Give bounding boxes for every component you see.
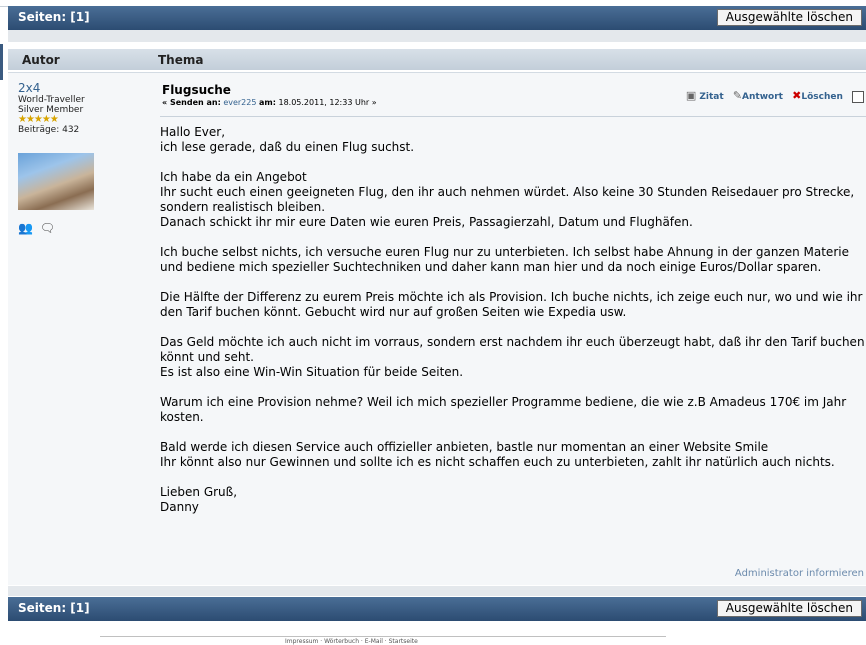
report-to-admin-link[interactable]: Administrator informieren xyxy=(734,568,864,579)
quote-label: Zitat xyxy=(699,92,724,102)
select-checkbox[interactable] xyxy=(852,91,864,103)
pagination-label[interactable]: Seiten: [1] xyxy=(18,601,90,615)
post-body xyxy=(160,125,866,530)
delete-selected-button[interactable]: Ausgewählte löschen xyxy=(717,9,862,26)
profile-icon[interactable]: 👥 xyxy=(18,221,33,235)
recipient-link[interactable]: ever225 xyxy=(223,98,257,107)
table-header xyxy=(8,49,866,70)
rank-stars: ★★★★★ xyxy=(18,114,58,125)
paragraph: Lieben Gruß, Danny xyxy=(160,485,238,514)
post-date: 18.05.2011, 12:33 Uhr » xyxy=(278,98,377,107)
post-actions xyxy=(680,89,864,103)
paragraph: Die Hälfte der Differenz zu eurem Preis möchte ich als Provision. Ich buche nichts, ich zeige euch nur, wo und wie ihr den Tarif buchen könnt. Gebucht wird nur auf großen Seiten wie Expedia usw. xyxy=(160,290,863,319)
paragraph: Ich habe da ein Angebot Ihr sucht euch einen geeigneten Flug, den ihr auch nehmen würdet. Also keine 30 Stunden Reisedauer pro Strecke, sondern realistisch bleiben. Danach schickt ihr mir eure Daten wie euren Preis, Passagierzahl, Datum und Flughäfen. xyxy=(160,170,855,229)
paragraph: Bald werde ich diesen Service auch offizieller anbieten, bastle nur momentan an einer Website Smile Ihr könnt also nur Gewinnen und sollte ich es nicht schaffen euch zu unterbieten, zahlt ihr natürlich auch nichts. xyxy=(160,440,835,469)
quote-button[interactable] xyxy=(686,89,724,102)
paragraph: Ich buche selbst nichts, ich versuche euren Flug nur zu unterbieten. Ich selbst habe Ahnung in der ganzen Materie und bediene mich spezieller Suchtechniken und daher kann man hier und da noch einige Euros/Dollar sparen. xyxy=(160,245,849,274)
reply-label: Antwort xyxy=(742,92,783,102)
author-panel xyxy=(18,81,148,135)
paragraph: Warum ich eine Provision nehme? Weil ich mich spezieller Programme bediene, die wie z.B Amadeus 170€ im Jahr kosten. xyxy=(160,395,847,424)
delete-selected-button[interactable]: Ausgewählte löschen xyxy=(717,600,862,617)
author-icons xyxy=(18,221,58,235)
post-meta xyxy=(162,98,377,107)
spacer-band xyxy=(8,30,866,42)
author-post-count: Beiträge: 432 xyxy=(18,125,80,135)
header-topic: Thema xyxy=(158,53,204,67)
delete-icon: ✖ xyxy=(792,89,802,102)
post xyxy=(8,72,866,585)
delete-label: Löschen xyxy=(801,92,843,102)
delete-button[interactable] xyxy=(792,89,843,102)
paragraph: Hallo Ever, ich lese gerade, daß du einen Flug suchst. xyxy=(160,125,415,154)
left-edge xyxy=(0,44,3,80)
post-separator xyxy=(160,116,866,117)
pagination-bar-top xyxy=(8,6,866,30)
spacer-band xyxy=(8,586,866,596)
quote-icon: ▣ xyxy=(685,89,697,102)
post-subject[interactable]: Flugsuche xyxy=(162,83,231,97)
meta-prefix: « Senden an: xyxy=(162,98,221,107)
author-rank: Silver Member xyxy=(18,105,84,115)
footer-divider xyxy=(100,636,666,637)
pagination-bar-bottom xyxy=(8,597,866,621)
author-title: World-Traveller xyxy=(18,95,85,105)
message-icon[interactable]: 🗨 xyxy=(39,221,56,235)
reply-button[interactable] xyxy=(733,89,783,102)
reply-icon: ✎ xyxy=(732,89,743,102)
pagination-label[interactable]: Seiten: [1] xyxy=(18,10,90,24)
paragraph: Das Geld möchte ich auch nicht im vorraus, sondern erst nachdem ihr euch überzeugt habt, daß ihr den Tarif buchen könnt und seht. Es ist also eine Win-Win Situation für beide Seiten. xyxy=(160,335,865,379)
author-name[interactable]: 2x4 xyxy=(18,81,41,95)
header-author: Autor xyxy=(22,53,60,67)
footer-links[interactable]: Impressum · Wörterbuch · E-Mail · Startseite xyxy=(285,638,418,645)
avatar xyxy=(18,153,94,210)
meta-at: am: xyxy=(259,98,276,107)
